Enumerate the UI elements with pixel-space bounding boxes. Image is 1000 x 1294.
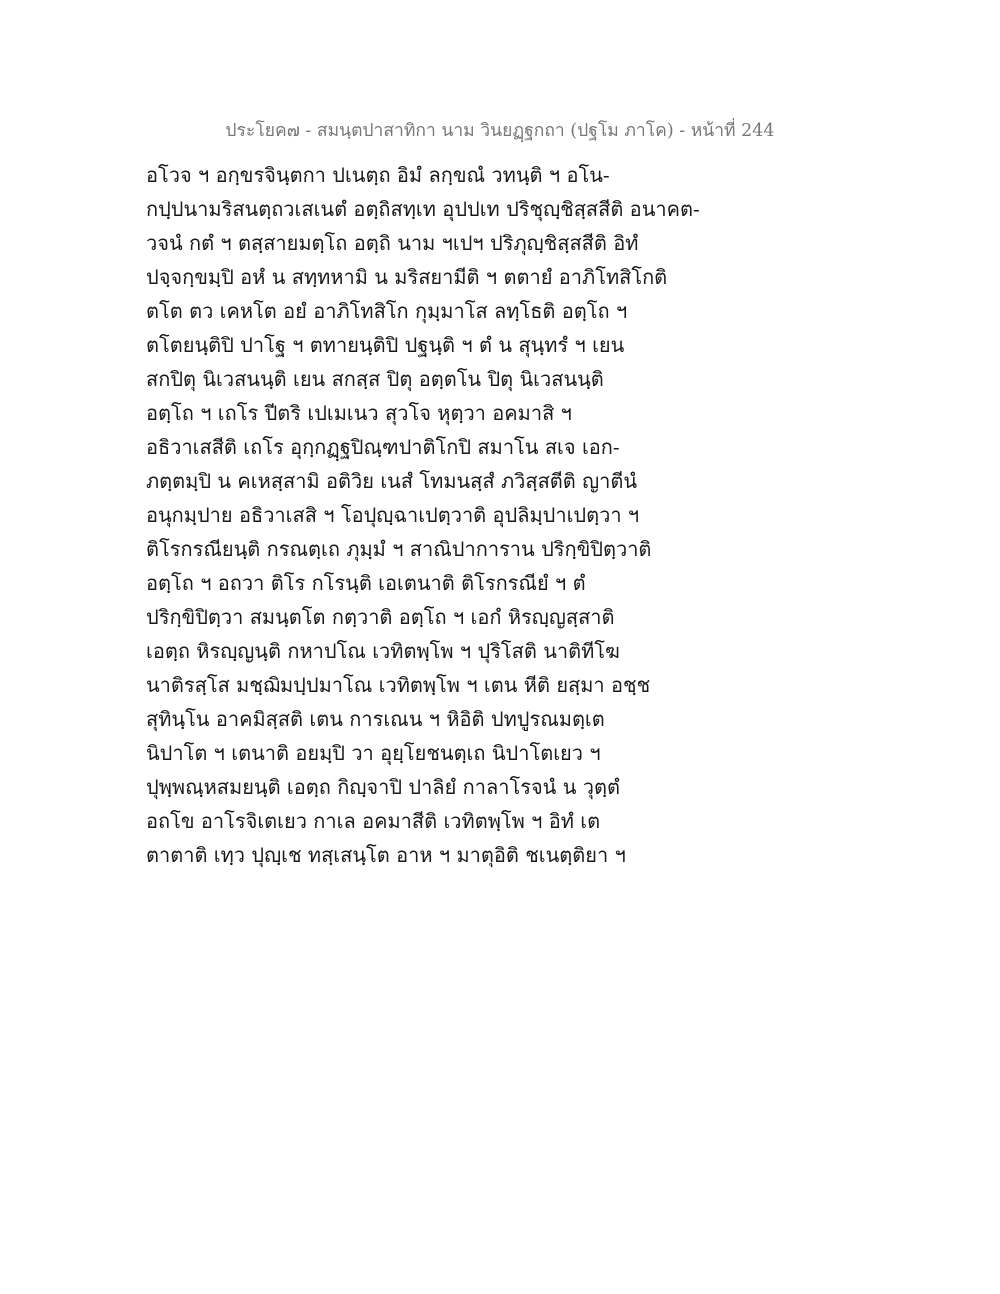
text-line: สุทินฺโน อาคมิสฺสติ เตน การเณน ฯ หิอิติ ปทปูรณมตฺเต [146,707,605,731]
text-line: อธิวาเสสีติ เถโร อุกฺกฏฺฐปิณฺฑปาติโกปิ สมาโน สเจ เอก- [146,435,620,459]
text-line: อถโข อาโรจิเตเยว กาเล อคมาสีติ เวทิตพฺโพ ฯ อิทํ เต [146,809,601,833]
text-line: อตฺโถ ฯ เถโร ปีตริ เปเมเนว สุวโจ หุตฺวา อคมาสิ ฯ [146,401,572,425]
text-line: อนุกมฺปาย อธิวาเสสิ ฯ โอปุญฺฉาเปตฺวาติ อุปลิมฺปาเปตฺวา ฯ [146,503,640,527]
text-line: ปจฺจกฺขมฺปิ อหํ น สทฺทหามิ น มริสยามีติ ฯ ตตายํ อาภิโทสิโกติ [146,265,668,289]
text-line: สกปิตุ นิเวสนนฺติ เยน สกสฺส ปิตุ อตฺตโน ปิตุ นิเวสนนฺติ [146,367,604,391]
text-line: ปริกฺขิปิตฺวา สมนฺตโต กตฺวาติ อตฺโถ ฯ เอกํ หิรญฺญสฺสาติ [146,605,615,629]
text-line: วจนํ กตํ ฯ ตสฺสายมตฺโถ อตฺถิ นาม ฯเปฯ ปริภุญฺชิสฺสสีติ อิทํ [146,231,639,255]
text-line: ติโรกรณียนฺติ กรณตฺเถ ภุมฺมํ ฯ สาณิปาการาน ปริกฺขิปิตฺวาติ [146,537,652,561]
text-line: ปุพฺพณฺหสมยนฺติ เอตฺถ กิญฺจาปิ ปาลิยํ กาลาโรจนํ น วุตฺตํ [146,775,620,799]
text-line: อโวจ ฯ อกฺขรจินฺตกา ปเนตฺถ อิมํ ลกฺขณํ วทนฺติ ฯ อโน- [146,163,610,187]
text-line: เอตฺถ หิรญฺญนฺติ กหาปโณ เวทิตพฺโพ ฯ ปุริโสติ นาติทีโฆ [146,639,620,663]
page-header: ประโยค๗ - สมนฺตปาสาทิกา นาม วินยฏฺฐกถา (ปฐโม ภาโค) - หน้าที่ 244 [225,121,775,141]
text-line: ตโตยนฺติปิ ปาโฐ ฯ ตทายนฺติปิ ปฐนฺติ ฯ ตํ น สุนฺทรํ ฯ เยน [146,333,625,357]
text-line: ภตฺตมฺปิ น คเหสฺสามิ อติวิย เนสํ โทมนสฺสํ ภวิสฺสตีติ ญาตีนํ [146,469,638,493]
body-text [146,158,906,872]
text-line: ตโต ตว เคหโต อยํ อาภิโทสิโก กุมฺมาโส ลทฺโธติ อตฺโถ ฯ [146,299,628,323]
text-line: กปฺปนามริสนตฺถวเสเนตํ อตฺถิสทฺเท อุปปเท ปริชุญฺชิสฺสสีติ อนาคต- [146,197,700,221]
text-line: นิปาโต ฯ เตนาติ อยมฺปิ วา อุยฺโยชนตฺเถ นิปาโตเยว ฯ [146,741,601,765]
text-line: ตาตาติ เทฺว ปุญฺเช ทสฺเสนฺโต อาห ฯ มาตุอิติ ชเนตฺติยา ฯ [146,843,626,867]
text-line: นาติรสฺโส มชฺฌิมปฺปมาโณ เวทิตพฺโพ ฯ เตน หีติ ยสฺมา อชฺช [146,673,651,697]
text-line: อตฺโถ ฯ อถวา ติโร กโรนฺติ เอเตนาติ ติโรกรณียํ ฯ ตํ [146,571,586,595]
